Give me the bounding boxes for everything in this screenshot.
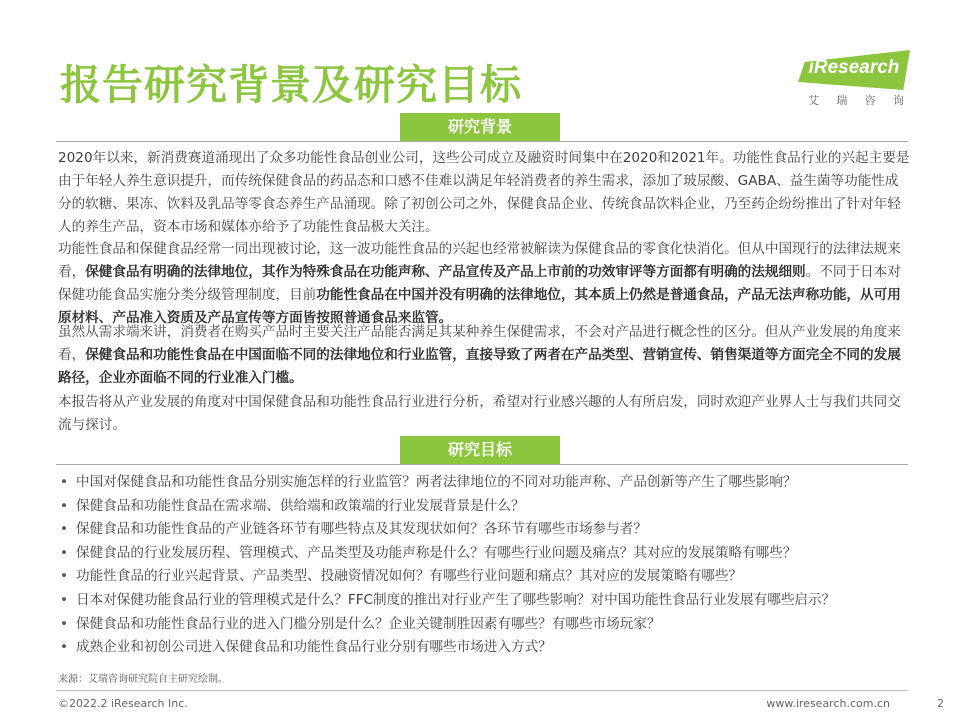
list-item: • 功能性食品的行业兴起背景、产品类型、投融资情况如何？有哪些行业问题和痛点？其对应的发展策略有哪些？ [56, 565, 916, 589]
footer-divider [56, 690, 908, 691]
logo-subtitle [808, 92, 904, 108]
page-number: 2 [937, 697, 944, 710]
background-paragraph-3 [58, 321, 910, 390]
logo-sub-char: 艾 [808, 94, 819, 107]
list-item: • 中国对保健食品和功能性食品分别实施怎样的行业监管？两者法律地位的不同对功能声称、产品创新等产生了哪些影响？ [56, 471, 916, 495]
logo-sub-char: 瑞 [836, 94, 848, 107]
paragraph-text: 虽然从需求端来讲，消费者在购买产品时主要关注产品能否满足其某种养生保健需求，不会对产品进行概念性的区分。但从产业发展的角度来看， [58, 324, 901, 363]
list-item: • 保健食品的行业发展历程、管理模式、产品类型及功能声称是什么？有哪些行业问题及痛点？其对应的发展策略有哪些？ [56, 542, 916, 566]
goals-divider [56, 464, 908, 465]
background-paragraph-1: 2020年以来，新消费赛道涌现出了众多功能性食品创业公司，这些公司成立及融资时间集中在2020和2021年。功能性食品行业的兴起主要是由于年轻人养生意识提升，而传统保健食品的药品态和口感不佳难以满足年轻消费者的养生需求，添加了玻尿酸、GABA、益生菌等功能性成分的软糖、果冻、饮料及乳品等零食态养生产品涌现。除了初创公司之外，保健食品企业、传统食品饮料企业，乃至药企纷纷推出了针对年轻人的养生产品，资本市场和媒体亦给予了功能性食品极大关注。 [58, 150, 910, 235]
paragraph-bold-text: 功能性食品在中国并没有明确的法律地位，其本质上仍然是普通食品，产品无法声称功能，从可用原材料、产品准入资质及产品宣传等方面皆按照普通食品来监管。 [58, 287, 901, 326]
goals-section-label: 研究目标 [400, 436, 560, 464]
background-paragraph-4: 本报告将从产业发展的角度对中国保健食品和功能性食品行业进行分析，希望对行业感兴趣的人有所启发，同时欢迎产业界人士与我们共同交流与探讨。 [58, 394, 901, 433]
paragraph-text: 。不同于日本对保健功能食品实施分类分级管理制度，目前 [58, 264, 901, 303]
list-item: • 日本对保健功能食品行业的管理模式是什么？FFC制度的推出对行业产生了哪些影响？对中国功能性食品行业发展有哪些启示？ [56, 589, 916, 613]
background-section-label: 研究背景 [400, 113, 560, 141]
list-item: • 成熟企业和初创公司进入保健食品和功能性食品行业分别有哪些市场进入方式？ [56, 636, 916, 660]
list-item: • 保健食品和功能性食品的产业链各环节有哪些特点及其发现状如何？各环节有哪些市场参与者？ [56, 518, 916, 542]
iresearch-logo [796, 50, 912, 110]
paragraph-text: 功能性食品和保健食品经常一同出现被讨论，这一波功能性食品的兴起也经常被解读为保健食品的零食化快消化。但从中国现行的法律法规来看， [58, 241, 901, 280]
source-note: 来源：艾瑞咨询研究院自主研究绘制。 [58, 674, 228, 685]
background-paragraph-2 [58, 238, 910, 330]
logo-sub-char: 询 [892, 94, 904, 107]
page-title: 报告研究背景及研究目标 [60, 61, 522, 109]
copyright: ©2022.2 iResearch Inc. [58, 697, 188, 710]
paragraph-bold-text: 保健食品和功能性食品在中国面临不同的法律地位和行业监管，直接导致了两者在产品类型、营销宣传、销售渠道等方面完全不同的发展路径，企业亦面临不同的行业准入门槛。 [58, 347, 901, 386]
logo-brand: iResearch [808, 57, 900, 78]
logo-sub-char: 咨 [864, 94, 876, 107]
goals-list [56, 471, 916, 660]
background-divider [56, 141, 908, 142]
website-link[interactable]: www.iresearch.com.cn [766, 697, 890, 710]
list-item: • 保健食品和功能性食品在需求端、供给端和政策端的行业发展背景是什么？ [56, 495, 916, 519]
list-item: • 保健食品和功能性食品行业的进入门槛分别是什么？企业关键制胜因素有哪些？有哪些市场玩家？ [56, 613, 916, 637]
paragraph-bold-text: 保健食品有明确的法律地位，其作为特殊食品在功能声称、产品宣传及产品上市前的功效审评等方面都有明确的法规细则 [85, 264, 806, 280]
